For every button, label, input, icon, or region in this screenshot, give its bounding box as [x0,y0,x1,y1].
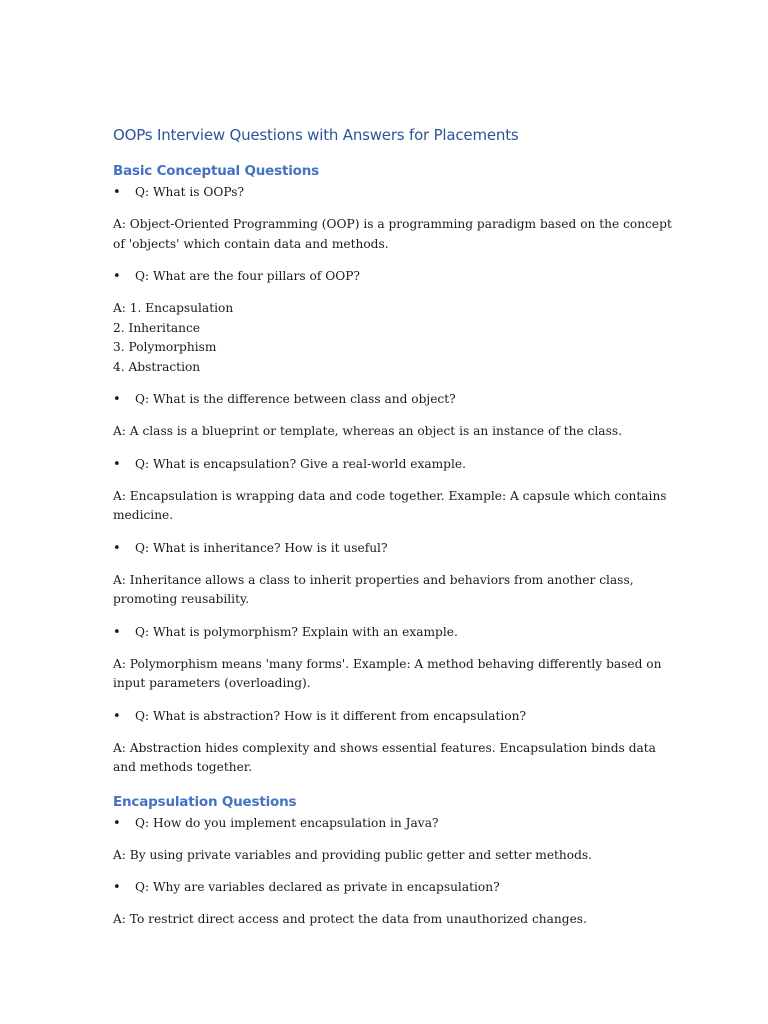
question-item [113,623,673,642]
section-heading: Basic Conceptual Questions [113,163,319,179]
question-text: Q: What is inheritance? How is it useful? [135,540,388,555]
question-item [113,267,673,286]
bullet-icon: • [113,708,121,724]
question-text: Q: What is OOPs? [135,185,245,199]
document-page [113,124,673,943]
answer-text: A: By using private variables and providing public getter and setter methods. [113,847,593,862]
answer-text: A: Abstraction hides complexity and shows essential features. Encapsulation binds data and methods together. [113,740,656,774]
answer-text: A: Polymorphism means 'many forms'. Example: A method behaving differently based on input parameters (overloading). [113,656,662,690]
question-item [113,539,673,558]
question-item [113,814,673,833]
bullet-icon: • [113,456,121,472]
document-title: OOPs Interview Questions with Answers for Placements [113,126,519,144]
answer-text: A: To restrict direct access and protect the data from unauthorized changes. [113,912,587,926]
section-basic-conceptual [113,161,673,778]
section-encapsulation [113,792,673,930]
question-text: Q: What is polymorphism? Explain with an example. [135,624,458,639]
bullet-icon: • [113,185,121,200]
question-item [113,707,673,726]
section-heading: Encapsulation Questions [113,793,297,810]
question-text: Q: Why are variables declared as private in encapsulation? [135,880,500,894]
answer-text: A: A class is a blueprint or template, whereas an object is an instance of the class. [113,424,622,438]
question-item [113,878,673,897]
bullet-icon: • [113,392,121,407]
bullet-icon: • [113,880,121,895]
question-text: Q: What are the four pillars of OOP? [135,269,360,283]
answer-text: A: Encapsulation is wrapping data and code together. Example: A capsule which contains medicine. [113,488,667,522]
answer-text: A: 1. Encapsulation 2. Inheritance 3. Polymorphism 4. Abstraction [113,301,234,374]
question-text: Q: How do you implement encapsulation in Java? [135,815,439,830]
answer-text: A: Inheritance allows a class to inherit properties and behaviors from another class, promoting reusability. [113,572,634,606]
question-item [113,183,673,202]
bullet-icon: • [113,815,121,831]
bullet-icon: • [113,540,121,556]
question-text: Q: What is the difference between class and object? [135,392,456,406]
question-item [113,390,673,409]
question-text: Q: What is abstraction? How is it different from encapsulation? [135,708,526,723]
bullet-icon: • [113,269,121,284]
answer-text: A: Object-Oriented Programming (OOP) is a programming paradigm based on the concept of 'objects' which contain data and methods. [113,217,672,251]
bullet-icon: • [113,624,121,640]
question-item [113,455,673,474]
question-text: Q: What is encapsulation? Give a real-world example. [135,456,466,471]
